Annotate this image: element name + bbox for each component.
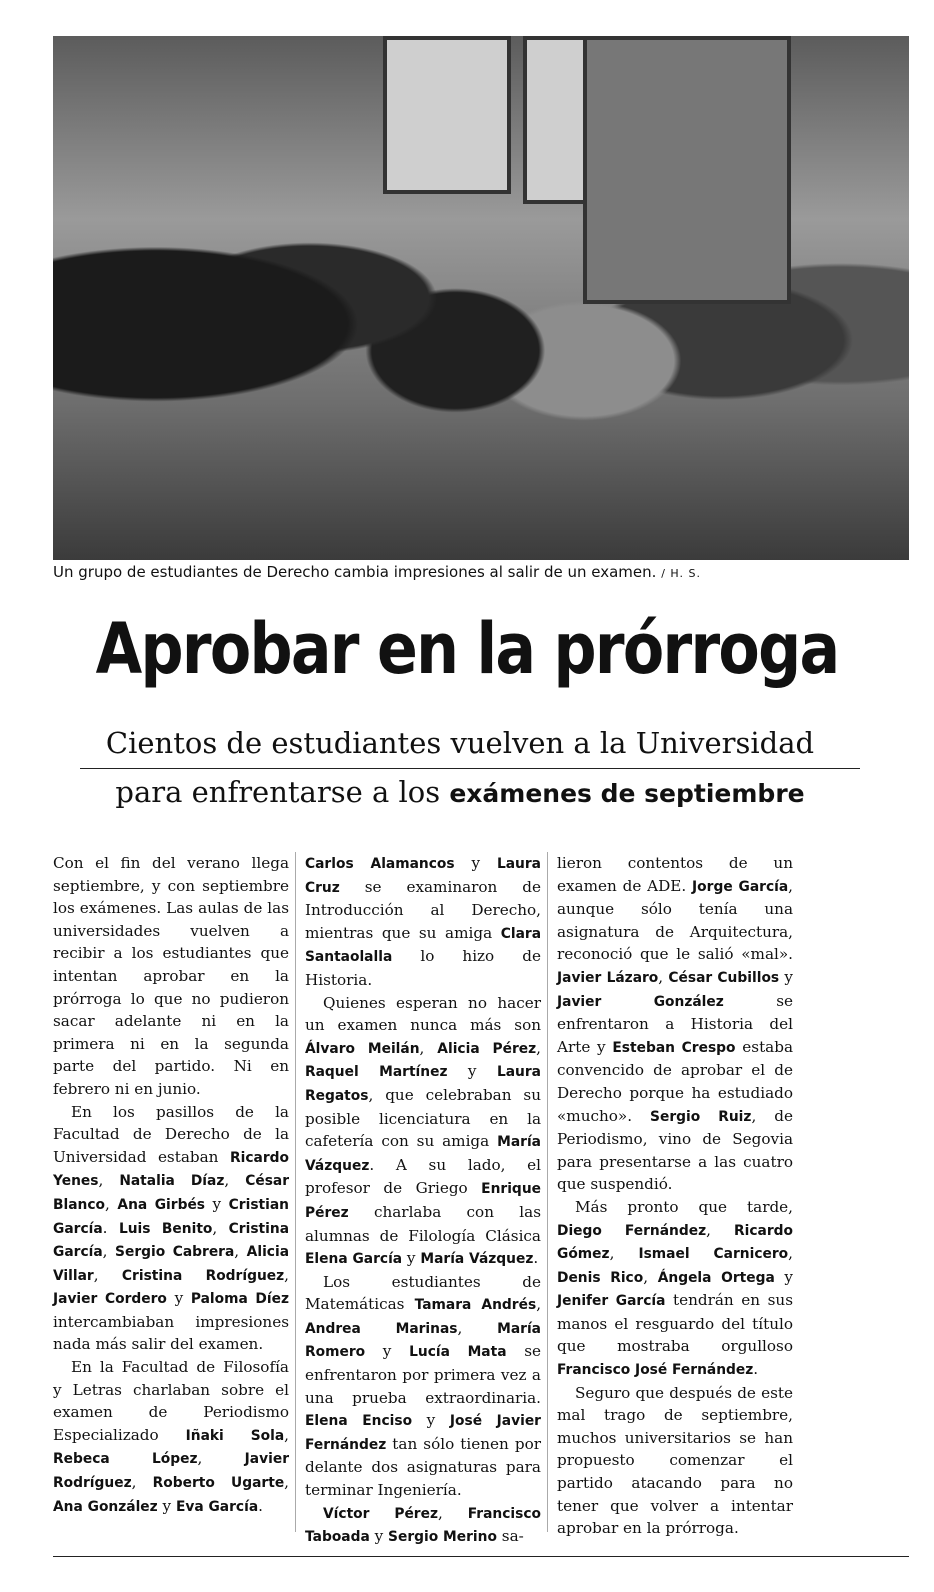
person-name: Jenifer García <box>557 1293 666 1310</box>
paragraph-text: , <box>224 1171 246 1190</box>
paragraph-text: Más pronto que tarde, <box>575 1197 793 1216</box>
subheadline-plain: para enfrentarse a los <box>115 775 441 809</box>
column-divider <box>547 852 548 1532</box>
person-name: Denis Rico <box>557 1269 644 1286</box>
paragraph-text: , <box>105 1194 118 1213</box>
paragraph-text: , <box>212 1218 229 1237</box>
paragraph-text: y <box>447 1062 497 1081</box>
person-name: Javier Lázaro <box>557 969 659 986</box>
person-name: Carlos Alamancos <box>305 856 455 872</box>
person-name: Iñaki Sola <box>185 1427 285 1444</box>
person-name: Elena Enciso <box>305 1413 413 1430</box>
paragraph-text: Con el fin del verano llega septiembre, y con septiembre los exámenes. Las aulas de las universidades vuelven a recibir a los estudiantes que intentan aprobar en la prórroga lo que no pudieron sacar adelante ni en la primera ni en la segunda parte del partido. Ni en febrero ni en junio. <box>53 854 289 1098</box>
person-name: María Romero <box>305 1320 541 1361</box>
paragraph-text: lieron contentos de un examen de ADE. <box>557 854 793 895</box>
person-name: Sergio Ruiz <box>650 1108 752 1125</box>
paragraph-text: , <box>457 1318 498 1337</box>
paragraph-text: , <box>102 1242 116 1261</box>
news-photo <box>53 36 909 560</box>
bottom-rule <box>53 1556 909 1557</box>
paragraph-text: sa- <box>496 1527 524 1546</box>
paragraph-text: , <box>706 1220 734 1239</box>
paragraph-text: , que celebraban su posible licenciatura en la cafetería con su amiga <box>305 1085 541 1151</box>
paragraph-text: , aunque sólo tenía una asignatura de Arquitectura, reconoció que le salió «mal». <box>557 876 793 964</box>
person-name: Francisco José Fernández <box>557 1362 754 1379</box>
article-paragraph <box>53 852 289 1101</box>
person-name: Elena García <box>305 1251 403 1268</box>
person-name: Cristian García <box>53 1196 289 1237</box>
paragraph-text: y <box>205 1194 229 1213</box>
headline: Aprobar en la prórroga <box>95 608 839 690</box>
person-name: José Javier Fernández <box>305 1413 541 1453</box>
paragraph-text: , <box>419 1038 438 1057</box>
paragraph-text: , <box>438 1503 468 1522</box>
person-name: Raquel Martínez <box>305 1064 448 1081</box>
person-name: Clara Santaolalla <box>305 925 541 966</box>
paragraph-text: tendrán en sus manos el resguardo del título que mostraba orgulloso <box>557 1291 793 1356</box>
person-name: Javier Rodríguez <box>53 1451 289 1492</box>
paragraph-text: Quienes esperan no hacer un examen nunca más son <box>305 993 541 1035</box>
article-paragraph <box>305 1271 541 1502</box>
person-name: Esteban Crespo <box>612 1039 736 1056</box>
paragraph-text: y <box>365 1342 410 1361</box>
person-name: Roberto Ugarte <box>152 1475 285 1492</box>
person-name: Ricardo Gómez <box>557 1222 793 1263</box>
paragraph-text: Los estudiantes de Matemáticas <box>305 1272 541 1314</box>
article-paragraph <box>53 1101 289 1357</box>
person-name: Alicia Villar <box>53 1244 290 1284</box>
paragraph-text: y <box>779 967 793 986</box>
paragraph-text: Seguro que después de este mal trago de septiembre, muchos universitarios se han propuesto comenzar el partido atacando para no tener que volver a intentar aprobar en la prórroga. <box>557 1383 793 1538</box>
paragraph-text: y <box>774 1267 794 1286</box>
paragraph-text: , <box>93 1265 122 1284</box>
person-name: Ismael Carnicero <box>638 1246 789 1263</box>
paragraph-text: , <box>609 1244 639 1263</box>
subheadline-line2 <box>60 775 860 809</box>
person-name: Álvaro Meilán <box>305 1040 420 1057</box>
person-name: Laura Cruz <box>305 856 541 896</box>
article-paragraph <box>305 1502 541 1549</box>
person-name: Paloma Díez <box>190 1291 289 1308</box>
person-name: Natalia Díaz <box>119 1173 225 1190</box>
paragraph-text: tan sólo tienen por delante dos asignaturas para terminar Ingeniería. <box>305 1434 541 1500</box>
paragraph-text: , <box>658 967 669 986</box>
paragraph-text: , <box>284 1265 289 1284</box>
paragraph-text: y <box>166 1289 191 1308</box>
photo-window <box>383 36 511 194</box>
paragraph-text: , <box>536 1038 541 1057</box>
article-paragraph <box>305 852 541 992</box>
photo-door <box>583 36 791 304</box>
person-name: Ricardo Yenes <box>53 1149 289 1190</box>
paragraph-text: , de Periodismo, vino de Segovia para presentarse a las cuatro que suspendió. <box>557 1106 793 1194</box>
person-name: Jorge García <box>692 878 789 895</box>
subheadline-bold: exámenes de septiembre <box>449 779 805 808</box>
paragraph-text: charlaba con las alumnas de Filología Clásica <box>305 1202 541 1245</box>
person-name: Ana González <box>53 1498 158 1515</box>
paragraph-text: y <box>157 1496 176 1515</box>
paragraph-text: y <box>402 1249 421 1268</box>
paragraph-text: , <box>536 1295 542 1314</box>
person-name: César Blanco <box>53 1173 290 1213</box>
person-name: Javier Cordero <box>53 1291 167 1308</box>
person-name: Enrique Pérez <box>305 1181 541 1221</box>
article-column-2 <box>305 852 541 1549</box>
person-name: Luis Benito <box>118 1220 213 1237</box>
paragraph-text: , <box>643 1267 658 1286</box>
article-paragraph <box>557 852 793 1196</box>
person-name: César Cubillos <box>668 969 780 986</box>
paragraph-text: se examinaron de Introducción al Derecho, mientras que su amiga <box>305 877 541 942</box>
caption-credit: / H. S. <box>661 567 701 580</box>
paragraph-text: . A su lado, el profesor de Griego <box>305 1155 541 1198</box>
person-name: Andrea Marinas <box>305 1320 458 1337</box>
person-name: Tamara Andrés <box>414 1297 537 1314</box>
paragraph-text: , <box>284 1425 289 1444</box>
person-name: Sergio Merino <box>388 1529 497 1546</box>
person-name: Cristina Rodríguez <box>121 1267 285 1284</box>
paragraph-text: , <box>131 1473 153 1492</box>
paragraph-text: , <box>98 1171 120 1190</box>
article-paragraph <box>557 1196 793 1382</box>
person-name: Lucía Mata <box>409 1344 507 1361</box>
paragraph-text: estaba convencido de aprobar el de Derecho porque ha estudiado «mucho». <box>557 1037 793 1125</box>
person-name: Víctor Pérez <box>323 1505 438 1522</box>
subheadline-line1: Cientos de estudiantes vuelven a la Universidad <box>105 726 815 760</box>
person-name: Francisco Taboada <box>305 1505 541 1546</box>
person-name: Laura Regatos <box>305 1064 541 1104</box>
article-paragraph <box>305 992 541 1271</box>
article-paragraph <box>53 1356 289 1518</box>
paragraph-text: , <box>197 1449 245 1468</box>
paragraph-text: . <box>258 1496 263 1515</box>
person-name: Ángela Ortega <box>657 1269 775 1286</box>
article-column-3 <box>557 852 793 1540</box>
paragraph-text: y <box>369 1527 389 1546</box>
paragraph-text: lo hizo de Historia. <box>305 947 541 989</box>
person-name: María Vázquez <box>420 1251 534 1268</box>
subheadline-divider <box>80 768 860 769</box>
caption-text: Un grupo de estudiantes de Derecho cambia impresiones al salir de un examen. <box>53 563 657 581</box>
paragraph-text: , <box>788 1244 793 1263</box>
column-divider <box>295 852 296 1532</box>
paragraph-text: intercambiaban impresiones nada más salir del examen. <box>53 1312 289 1354</box>
paragraph-text: se enfrentaron a Historia del Arte y <box>557 991 793 1056</box>
person-name: Javier González <box>557 993 724 1010</box>
photo-window <box>523 36 591 204</box>
paragraph-text: , <box>234 1242 247 1261</box>
paragraph-text: . <box>533 1249 539 1268</box>
photo-caption <box>53 563 913 581</box>
article-column-1 <box>53 852 289 1518</box>
paragraph-text: . <box>102 1218 119 1237</box>
person-name: Diego Fernández <box>557 1222 707 1239</box>
paragraph-text: y <box>412 1411 450 1430</box>
person-name: Alicia Pérez <box>437 1040 537 1057</box>
paragraph-text: , <box>284 1473 289 1492</box>
person-name: Sergio Cabrera <box>115 1244 235 1261</box>
person-name: Cristina García <box>53 1220 289 1261</box>
person-name: María Vázquez <box>305 1134 541 1174</box>
paragraph-text: y <box>454 854 497 872</box>
paragraph-text: En los pasillos de la Facultad de Derecho de la Universidad estaban <box>53 1102 289 1166</box>
article-paragraph <box>557 1382 793 1540</box>
paragraph-text: se enfrentaron por primera vez a una prueba extraordinaria. <box>305 1342 541 1407</box>
person-name: Eva García <box>175 1498 259 1515</box>
person-name: Rebeca López <box>53 1451 198 1468</box>
paragraph-text: En la Facultad de Filosofía y Letras charlaban sobre el examen de Periodismo Especializado <box>53 1358 289 1444</box>
person-name: Ana Girbés <box>117 1196 206 1213</box>
paragraph-text: . <box>753 1360 759 1379</box>
